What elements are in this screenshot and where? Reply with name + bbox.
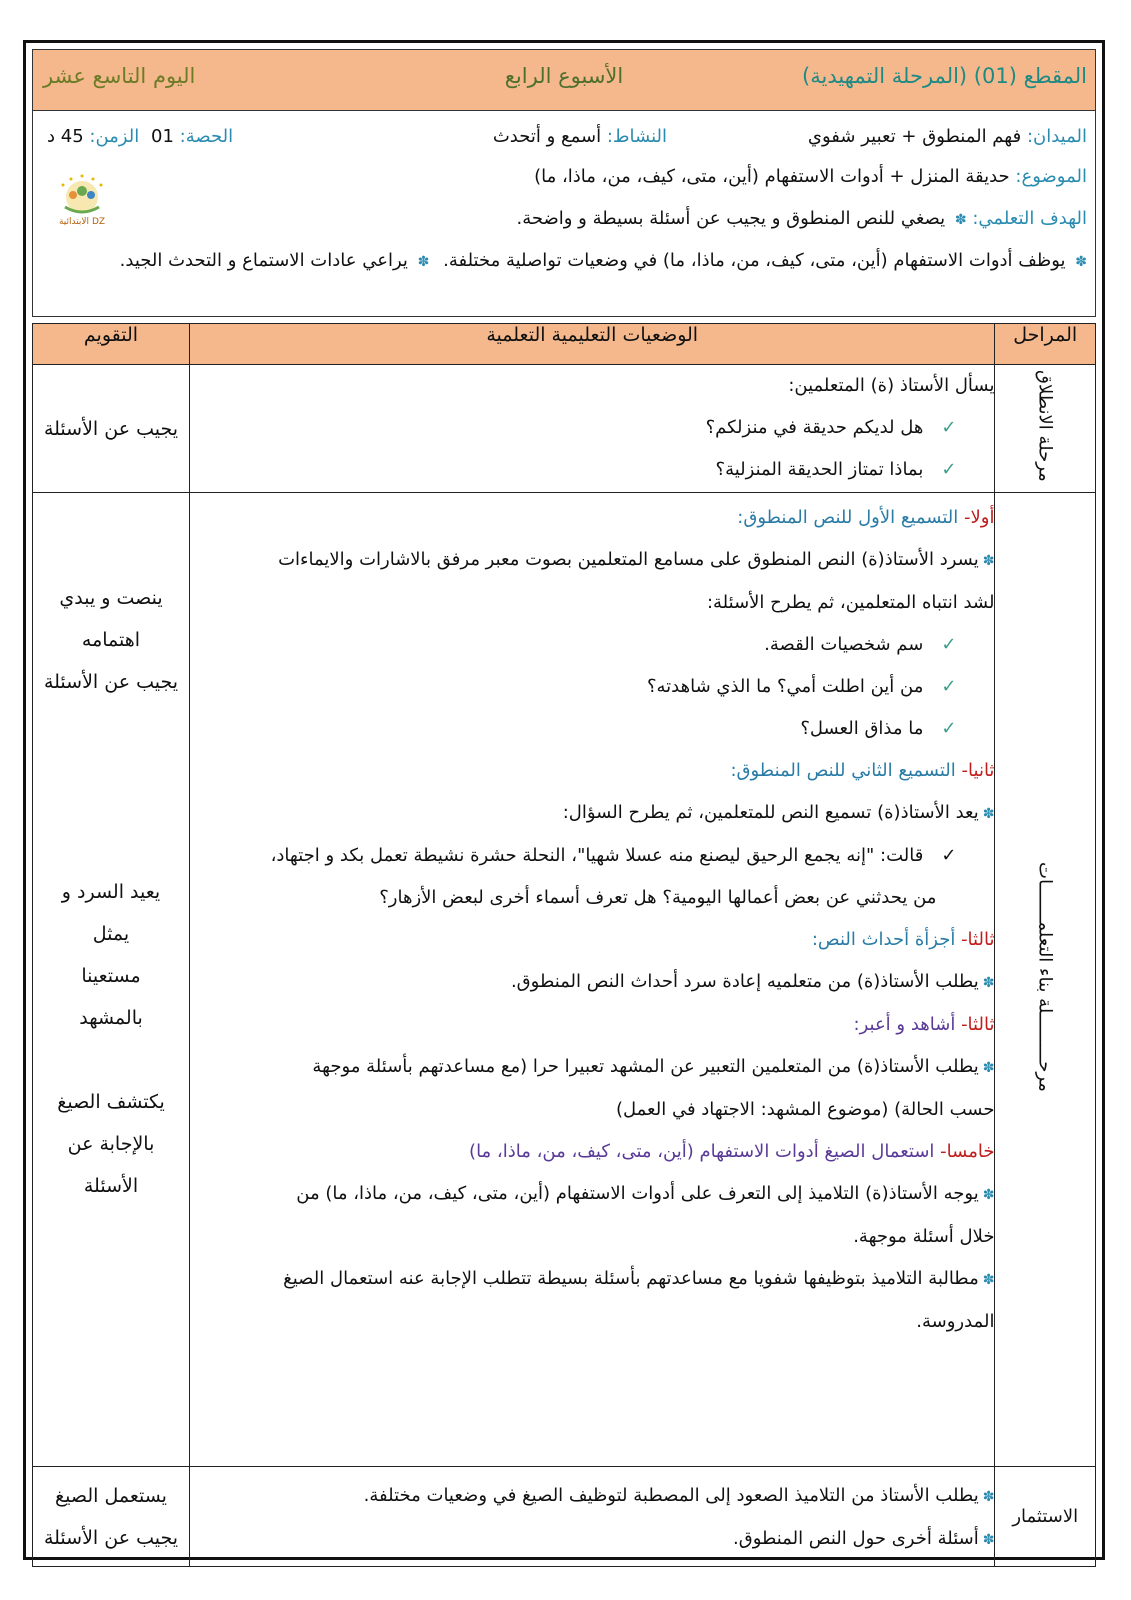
invest-text-2-value: أسئلة أخرى حول النص المنطوق. xyxy=(733,1528,979,1549)
build-eval-1: ينصت و يبدي xyxy=(59,587,163,609)
bullet-icon: ✽ xyxy=(982,553,995,569)
bullet-icon: ✽ xyxy=(417,254,430,270)
goal-value-2a: يوظف أدوات الاستفهام (أين، متى، كيف، من، ماذا، ما) في وضعيات تواصلية مختلفة. xyxy=(443,250,1066,271)
s2-text xyxy=(190,792,994,835)
field-value: فهم المنطوق + تعبير شفوي xyxy=(807,126,1022,147)
s4-heading xyxy=(190,1004,994,1046)
lesson-info xyxy=(32,111,1096,317)
s1-q1 xyxy=(190,624,956,666)
lesson-sheet xyxy=(23,40,1105,1560)
s5-text-d: المدروسة. xyxy=(916,1311,995,1332)
goal-label: الهدف التعلمي: xyxy=(972,208,1087,229)
lesson-table xyxy=(32,323,1096,1567)
check-icon: ✓ xyxy=(941,459,957,480)
s5-text-c xyxy=(190,1258,994,1301)
info-row-topic xyxy=(41,161,1087,193)
s1-q2-text: من أين اطلت أمي؟ ما الذي شاهدته؟ xyxy=(646,676,924,697)
col-situations: الوضعيات التعليمية التعلمية xyxy=(190,324,995,365)
s1-q3 xyxy=(190,708,956,750)
build-eval-9: بالإجابة عن xyxy=(67,1133,155,1155)
check-icon: ✓ xyxy=(941,718,957,739)
build-content xyxy=(190,493,995,1467)
topic-value: حديقة المنزل + أدوات الاستفهام (أين، متى، كيف، من، ماذا، ما) xyxy=(534,166,1010,187)
build-eval-3: يجيب عن الأسئلة xyxy=(43,671,179,693)
bullet-icon: ✽ xyxy=(982,806,995,822)
bullet-icon: ✽ xyxy=(982,1060,995,1076)
invest-eval-1: يستعمل الصيغ xyxy=(55,1485,167,1507)
invest-text-2 xyxy=(190,1518,994,1561)
row-build xyxy=(33,493,1096,1467)
s2-q1 xyxy=(190,835,956,877)
goal-value: يصغي للنص المنطوق و يجيب عن أسئلة بسيطة و واضحة. xyxy=(516,208,946,229)
invest-eval-2: يجيب عن الأسئلة xyxy=(43,1527,179,1549)
build-eval-7: بالمشهد xyxy=(79,1007,143,1029)
session-label: الحصة: xyxy=(179,126,234,147)
s2-title: التسميع الثاني للنص المنطوق: xyxy=(730,760,956,781)
launch-eval: يجيب عن الأسئلة xyxy=(33,365,190,493)
segment-title: المقطع (01) (المرحلة التمهيدية) xyxy=(802,64,1087,88)
s4-title: أشاهد و أعبر: xyxy=(853,1014,956,1035)
bullet-icon: ✽ xyxy=(982,1489,995,1505)
s2-text-value: يعد الأستاذ(ة) تسميع النص للمتعلمين، ثم يطرح السؤال: xyxy=(562,802,979,823)
day-title: اليوم التاسع عشر xyxy=(43,64,196,88)
s2-q1-text: قالت: "إنه يجمع الرحيق ليصنع منه عسلا شهيا"، النحلة حشرة نشيطة تعمل بكد و اجتهاد، xyxy=(270,845,924,866)
s5-num: خامسا- xyxy=(940,1141,995,1162)
build-eval xyxy=(33,493,190,1467)
row-launch xyxy=(33,365,1096,493)
s5-text-a-value: يوجه الأستاذ(ة) التلاميذ إلى التعرف على أدوات الاستفهام (أين، متى، كيف، من، ماذا، ما) من xyxy=(296,1183,979,1204)
s1-title: التسميع الأول للنص المنطوق: xyxy=(737,507,959,528)
stage-build xyxy=(995,493,1096,1467)
build-eval-2: اهتمامه xyxy=(81,629,141,651)
build-eval-10: الأسئلة xyxy=(83,1175,139,1197)
info-row-goal-2 xyxy=(41,245,1087,277)
s5-text-c-value: مطالبة التلاميذ بتوظيفها شفويا مع مساعدتهم بأسئلة بسيطة تتطلب الإجابة عنه استعمال الصيغ xyxy=(283,1268,979,1289)
s4-text-a-value: يطلب الأستاذ(ة) من المتعلمين التعبير عن المشهد تعبيرا حرا (مع مساعدتهم بأسئلة موجهة xyxy=(312,1056,979,1077)
bullet-icon: ✽ xyxy=(982,1272,995,1288)
stage-build-label: مرحـــــــــلة بناء التعلمـــــــات xyxy=(1034,862,1056,1092)
s1-q2 xyxy=(190,666,956,708)
s5-text-a xyxy=(190,1173,994,1216)
s1-q3-text: ما مذاق العسل؟ xyxy=(800,718,924,739)
s3-num: ثالثا- xyxy=(961,929,995,950)
s1-heading xyxy=(190,497,994,539)
s1-text-a-value: يسرد الأستاذ(ة) النص المنطوق على مسامع المتعلمين بصوت معبر مرفق بالاشارات والايماءات xyxy=(278,549,979,570)
launch-q2-text: بماذا تمتاز الحديقة المنزلية؟ xyxy=(715,459,924,480)
bullet-icon: ✽ xyxy=(1075,254,1087,270)
s1-q1-text: سم شخصيات القصة. xyxy=(764,634,924,655)
s1-num: أولا- xyxy=(963,507,995,528)
launch-q1-text: هل لديكم حديقة في منزلكم؟ xyxy=(705,417,924,438)
stage-launch xyxy=(995,365,1096,493)
s3-text xyxy=(190,961,994,1004)
col-eval: التقويم xyxy=(33,324,190,365)
field-label: الميدان: xyxy=(1026,126,1087,147)
s2-q1b: من يحدثني عن بعض أعمالها اليومية؟ هل تعرف أسماء أخرى لبعض الأزهار؟ xyxy=(379,887,937,908)
bullet-icon: ✽ xyxy=(982,1532,995,1548)
stage-invest: الاستثمار xyxy=(995,1467,1096,1567)
topic-label: الموضوع: xyxy=(1015,166,1087,187)
school-logo xyxy=(51,173,113,235)
build-eval-5: يمثل xyxy=(92,923,130,945)
launch-content xyxy=(190,365,995,493)
activity-value: أسمع و أتحدث xyxy=(492,126,602,147)
goal-value-2b: يراعي عادات الاستماع و التحدث الجيد. xyxy=(119,250,408,271)
s1-text-b: لشد انتباه المتعلمين، ثم يطرح الأسئلة: xyxy=(706,592,995,613)
invest-text-1-value: يطلب الأستاذ من التلاميذ الصعود إلى المصطبة لتوظيف الصيغ في وضعيات مختلفة. xyxy=(363,1485,979,1506)
row-invest xyxy=(33,1467,1096,1567)
check-icon: ✓ xyxy=(941,634,957,655)
time-label: الزمن: xyxy=(89,126,140,147)
build-eval-4: يعيد السرد و xyxy=(61,881,161,903)
s3-title: أجزأة أحداث النص: xyxy=(811,929,956,950)
table-header-row xyxy=(33,324,1096,365)
invest-text-1 xyxy=(190,1475,994,1518)
bullet-icon: ✽ xyxy=(982,975,995,991)
build-eval-8: يكتشف الصيغ xyxy=(57,1091,165,1113)
check-icon: ✓ xyxy=(941,417,957,438)
s2-num: ثانيا- xyxy=(961,760,995,781)
launch-intro: يسأل الأستاذ (ة) المتعلمين: xyxy=(788,375,995,396)
s4-num: ثالثا- xyxy=(961,1014,995,1035)
header-bar xyxy=(32,49,1096,111)
time-value: 45 د xyxy=(47,126,84,147)
s2-heading xyxy=(190,750,994,792)
invest-eval xyxy=(33,1467,190,1567)
bullet-icon: ✽ xyxy=(982,1187,995,1203)
launch-q1 xyxy=(190,407,956,449)
s4-text-a xyxy=(190,1046,994,1089)
invest-content xyxy=(190,1467,995,1567)
s1-text-a xyxy=(190,539,994,582)
logo-caption: DZ الابتدائية xyxy=(58,217,106,227)
activity-label: النشاط: xyxy=(606,126,667,147)
s5-heading xyxy=(190,1131,994,1173)
col-stages: المراحل xyxy=(995,324,1096,365)
s5-text-b: خلال أسئلة موجهة. xyxy=(853,1226,995,1247)
s3-heading xyxy=(190,919,994,961)
launch-q2 xyxy=(190,449,956,491)
s5-title: استعمال الصيغ أدوات الاستفهام (أين، متى، كيف، من، ماذا، ما) xyxy=(469,1141,935,1162)
check-icon: ✓ xyxy=(941,845,957,866)
session-value: 01 xyxy=(151,126,174,147)
check-icon: ✓ xyxy=(941,676,957,697)
info-row-1 xyxy=(41,121,1087,153)
info-row-goal xyxy=(41,203,1087,235)
s3-text-value: يطلب الأستاذ(ة) من متعلميه إعادة سرد أحداث النص المنطوق. xyxy=(510,971,979,992)
bullet-icon: ✽ xyxy=(954,212,967,228)
stage-launch-label: مرحلة الانطلاق xyxy=(1034,370,1056,482)
week-title: الأسبوع الرابع xyxy=(504,64,624,88)
s4-text-b: حسب الحالة) (موضوع المشهد: الاجتهاد في العمل) xyxy=(616,1099,995,1120)
build-eval-6: مستعينا xyxy=(81,965,141,987)
